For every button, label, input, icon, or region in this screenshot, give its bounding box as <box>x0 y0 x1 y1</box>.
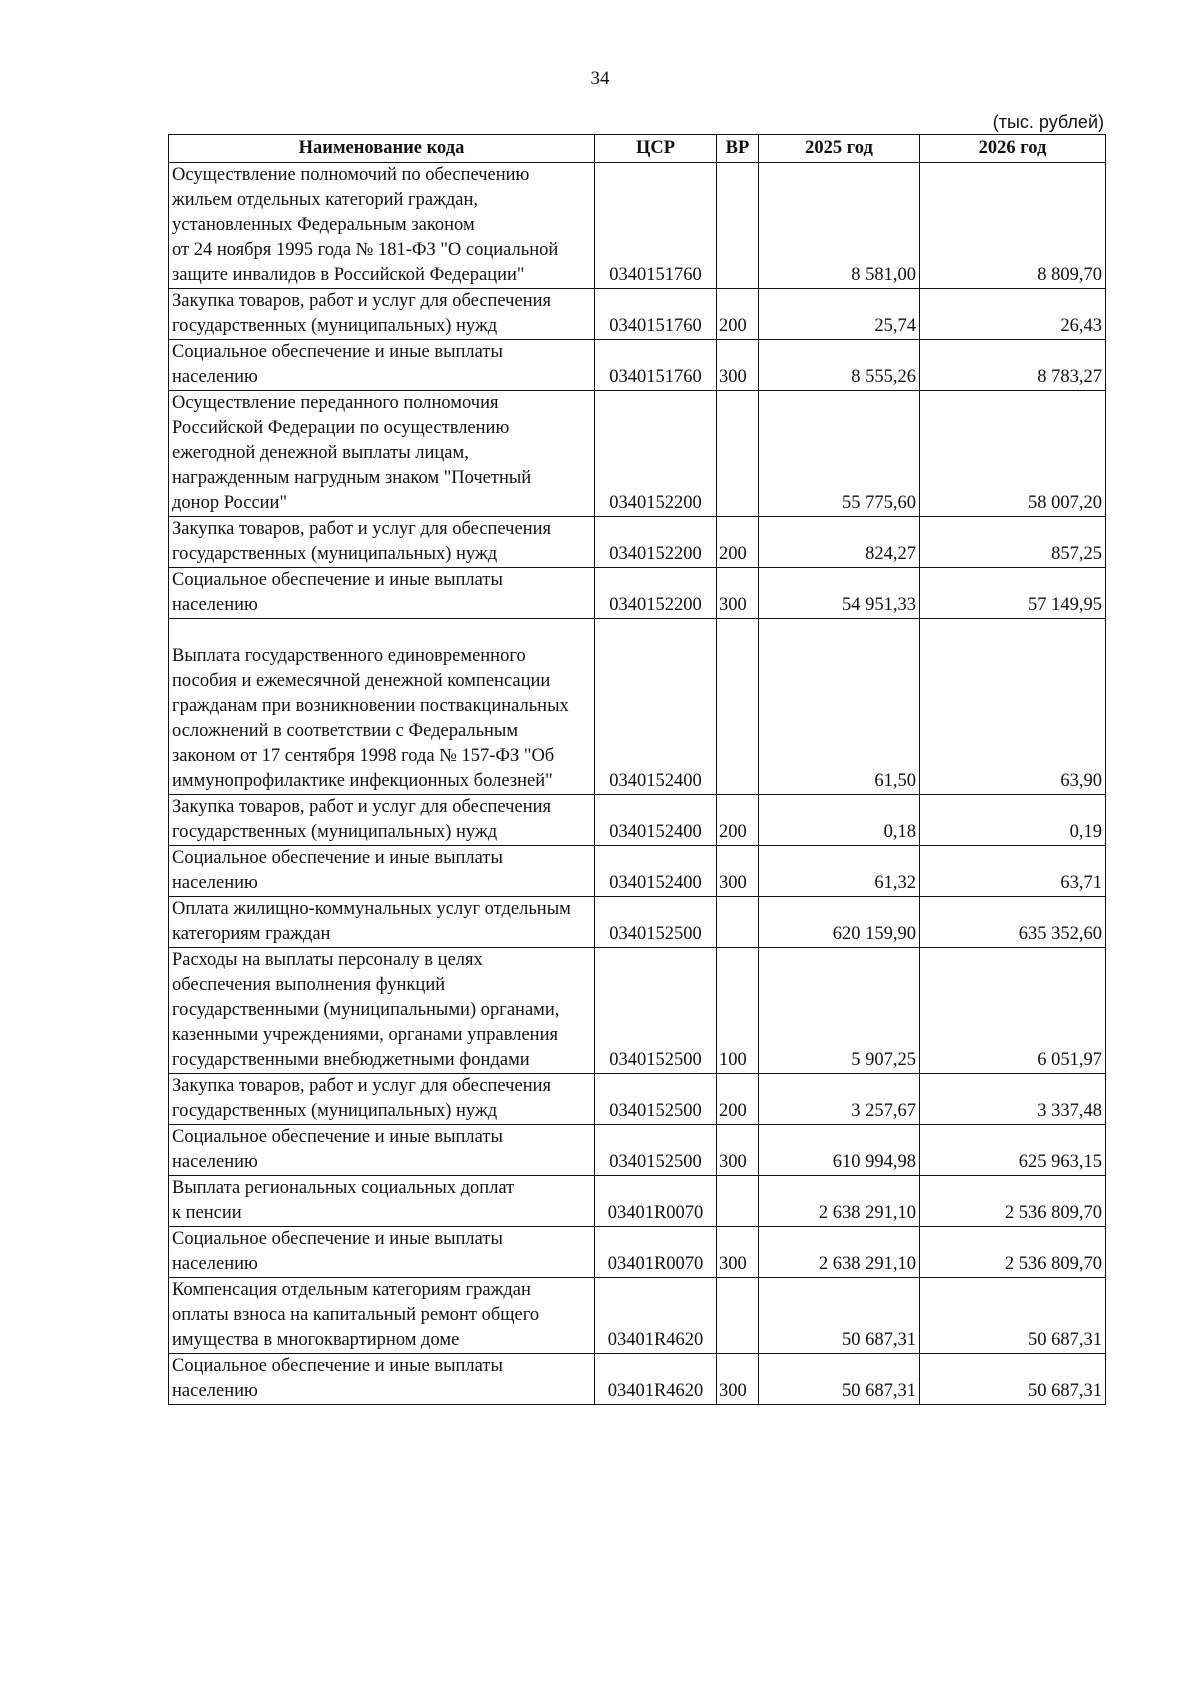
table-row <box>169 289 1106 340</box>
row-name: Компенсация отдельным категориям граждан оплаты взноса на капитальный ремонт общего имущества в многоквартирном доме <box>169 1278 595 1354</box>
row-name: Закупка товаров, работ и услуг для обеспечения государственных (муниципальных) нужд <box>169 517 595 568</box>
row-vr <box>717 897 759 948</box>
row-csr: 0340152200 <box>595 391 717 517</box>
row-2025: 610 994,98 <box>759 1125 920 1176</box>
row-2026: 50 687,31 <box>920 1354 1106 1405</box>
row-name: Социальное обеспечение и иные выплаты населению <box>169 846 595 897</box>
row-name: Социальное обеспечение и иные выплаты населению <box>169 568 595 619</box>
row-vr: 300 <box>717 1125 759 1176</box>
table-row <box>169 1227 1106 1278</box>
row-2025: 5 907,25 <box>759 948 920 1074</box>
row-2025: 50 687,31 <box>759 1354 920 1405</box>
table-row <box>169 1354 1106 1405</box>
table-row <box>169 897 1106 948</box>
row-2025: 55 775,60 <box>759 391 920 517</box>
row-csr: 0340152500 <box>595 1125 717 1176</box>
row-name: Расходы на выплаты персоналу в целях обеспечения выполнения функций государственными (муниципальными) органами, казенными учреждениями, органами управления государственными внебюджетными фондами <box>169 948 595 1074</box>
table-row <box>169 795 1106 846</box>
table-row <box>169 1125 1106 1176</box>
row-2026: 2 536 809,70 <box>920 1227 1106 1278</box>
row-vr <box>717 163 759 289</box>
row-csr: 0340152200 <box>595 568 717 619</box>
row-vr: 100 <box>717 948 759 1074</box>
row-vr: 300 <box>717 1354 759 1405</box>
header-2026: 2026 год <box>920 135 1106 163</box>
row-name: Закупка товаров, работ и услуг для обеспечения государственных (муниципальных) нужд <box>169 795 595 846</box>
row-2026: 2 536 809,70 <box>920 1176 1106 1227</box>
row-name: Осуществление полномочий по обеспечению жильем отдельных категорий граждан, установленных Федеральным законом от 24 ноября 1995 года № 181-ФЗ "О социальной защите инвалидов в Российской Федерации" <box>169 163 595 289</box>
header-csr: ЦСР <box>595 135 717 163</box>
row-2025: 2 638 291,10 <box>759 1227 920 1278</box>
row-vr <box>717 1176 759 1227</box>
row-2026: 6 051,97 <box>920 948 1106 1074</box>
row-2026: 63,90 <box>920 619 1106 795</box>
row-vr <box>717 619 759 795</box>
header-name: Наименование кода <box>169 135 595 163</box>
row-2025: 824,27 <box>759 517 920 568</box>
table-row <box>169 1074 1106 1125</box>
row-csr: 0340152400 <box>595 795 717 846</box>
row-2025: 54 951,33 <box>759 568 920 619</box>
row-csr: 0340152500 <box>595 948 717 1074</box>
row-vr: 200 <box>717 1074 759 1125</box>
row-csr: 0340151760 <box>595 340 717 391</box>
row-2025: 25,74 <box>759 289 920 340</box>
row-name: Социальное обеспечение и иные выплаты населению <box>169 1354 595 1405</box>
row-2025: 0,18 <box>759 795 920 846</box>
row-name: Выплата региональных социальных доплат к пенсии <box>169 1176 595 1227</box>
row-2026: 857,25 <box>920 517 1106 568</box>
row-2025: 8 581,00 <box>759 163 920 289</box>
row-2026: 58 007,20 <box>920 391 1106 517</box>
row-2026: 8 783,27 <box>920 340 1106 391</box>
row-csr: 0340152500 <box>595 1074 717 1125</box>
row-csr: 03401R0070 <box>595 1176 717 1227</box>
row-name: Выплата государственного единовременного пособия и ежемесячной денежной компенсации гражданам при возникновении поствакцинальных осложнений в соответствии с Федеральным законом от 17 сентября 1998 года № 157-ФЗ "Об иммунопрофилактике инфекционных болезней" <box>169 619 595 795</box>
row-csr: 0340152400 <box>595 846 717 897</box>
row-2025: 50 687,31 <box>759 1278 920 1354</box>
row-2026: 635 352,60 <box>920 897 1106 948</box>
row-name: Социальное обеспечение и иные выплаты населению <box>169 1227 595 1278</box>
row-name: Социальное обеспечение и иные выплаты населению <box>169 340 595 391</box>
row-name: Осуществление переданного полномочия Российской Федерации по осуществлению ежегодной денежной выплаты лицам, награжденным нагрудным знаком "Почетный донор России" <box>169 391 595 517</box>
row-2026: 50 687,31 <box>920 1278 1106 1354</box>
row-2025: 61,50 <box>759 619 920 795</box>
table-row <box>169 846 1106 897</box>
row-vr: 300 <box>717 340 759 391</box>
table-row <box>169 619 1106 795</box>
row-csr: 0340152200 <box>595 517 717 568</box>
row-2026: 8 809,70 <box>920 163 1106 289</box>
table-row <box>169 568 1106 619</box>
row-vr: 200 <box>717 795 759 846</box>
row-2026: 63,71 <box>920 846 1106 897</box>
row-csr: 03401R0070 <box>595 1227 717 1278</box>
table-header-row <box>169 135 1106 163</box>
row-2025: 620 159,90 <box>759 897 920 948</box>
table-row <box>169 948 1106 1074</box>
row-2026: 57 149,95 <box>920 568 1106 619</box>
row-2025: 3 257,67 <box>759 1074 920 1125</box>
row-2026: 0,19 <box>920 795 1106 846</box>
row-vr <box>717 1278 759 1354</box>
row-name: Закупка товаров, работ и услуг для обеспечения государственных (муниципальных) нужд <box>169 289 595 340</box>
row-vr: 300 <box>717 846 759 897</box>
table-row <box>169 1278 1106 1354</box>
row-2025: 8 555,26 <box>759 340 920 391</box>
row-csr: 03401R4620 <box>595 1278 717 1354</box>
row-csr: 0340152400 <box>595 619 717 795</box>
table-row <box>169 340 1106 391</box>
table-row <box>169 517 1106 568</box>
row-2026: 26,43 <box>920 289 1106 340</box>
table-row <box>169 163 1106 289</box>
page-number: 34 <box>590 68 610 89</box>
row-2026: 625 963,15 <box>920 1125 1106 1176</box>
header-vr: ВР <box>717 135 759 163</box>
budget-table <box>168 134 1106 1405</box>
row-name: Оплата жилищно-коммунальных услуг отдельным категориям граждан <box>169 897 595 948</box>
row-csr: 0340151760 <box>595 289 717 340</box>
row-name: Социальное обеспечение и иные выплаты населению <box>169 1125 595 1176</box>
row-vr <box>717 391 759 517</box>
header-2025: 2025 год <box>759 135 920 163</box>
table-row <box>169 1176 1106 1227</box>
row-csr: 0340152500 <box>595 897 717 948</box>
row-name: Закупка товаров, работ и услуг для обеспечения государственных (муниципальных) нужд <box>169 1074 595 1125</box>
row-vr: 200 <box>717 517 759 568</box>
row-2026: 3 337,48 <box>920 1074 1106 1125</box>
row-csr: 0340151760 <box>595 163 717 289</box>
row-vr: 300 <box>717 568 759 619</box>
row-vr: 200 <box>717 289 759 340</box>
table-row <box>169 391 1106 517</box>
row-2025: 61,32 <box>759 846 920 897</box>
units-note: (тыс. рублей) <box>992 112 1104 132</box>
row-csr: 03401R4620 <box>595 1354 717 1405</box>
row-vr: 300 <box>717 1227 759 1278</box>
row-2025: 2 638 291,10 <box>759 1176 920 1227</box>
